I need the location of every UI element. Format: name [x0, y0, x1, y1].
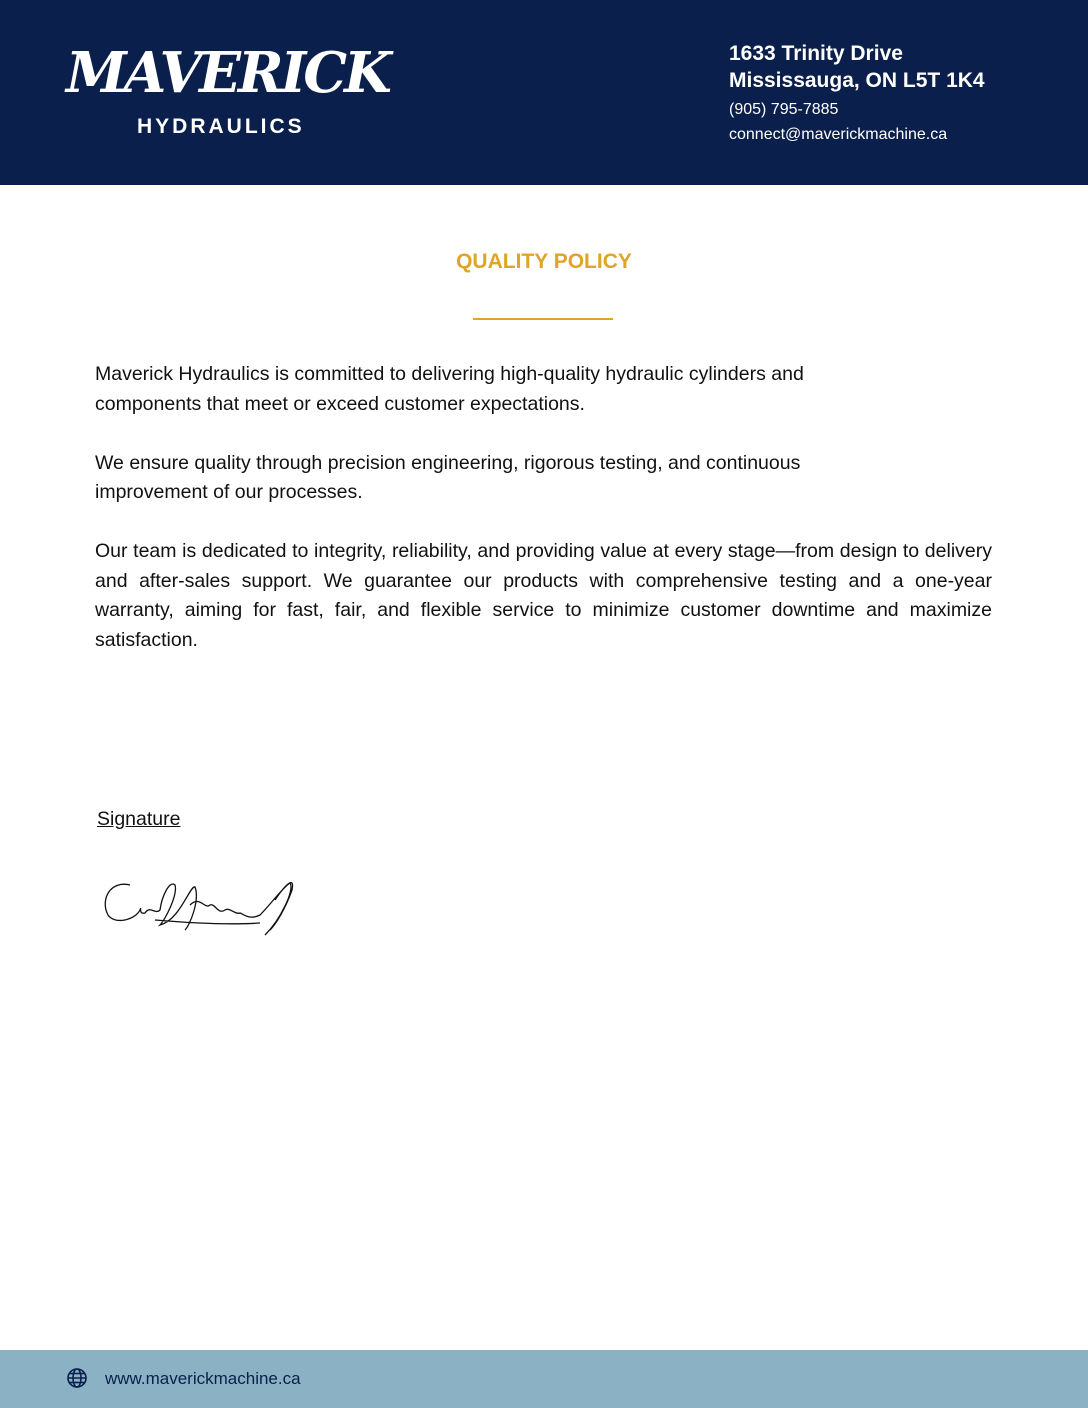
page-title: QUALITY POLICY: [456, 250, 632, 273]
signature-image: [100, 875, 300, 940]
address-line2: Mississauga, ON L5T 1K4: [729, 69, 985, 93]
email: connect@maverickmachine.ca: [729, 126, 948, 144]
contact-block: [729, 40, 985, 146]
signature-label: Signature: [97, 808, 181, 830]
paragraph: Our team is dedicated to integrity, reliability, and providing value at every stage—from design to delivery and after-sales support. We guarantee our products with comprehensive testing and a one-year warranty, aiming for fast, fair, and flexible service to minimize customer downtime and maximize satisfaction.: [95, 540, 992, 651]
phone: (905) 795-7885: [729, 100, 839, 118]
website-link[interactable]: www.maverickmachine.ca: [105, 1369, 301, 1388]
company-logo-subtitle: HYDRAULICS: [137, 115, 305, 138]
letterhead-header: [0, 0, 1088, 185]
title-divider: [473, 318, 613, 320]
company-logo: MAVERICK: [66, 40, 389, 106]
globe-icon: [66, 1367, 88, 1389]
address-line1: 1633 Trinity Drive: [729, 42, 903, 65]
paragraph: Maverick Hydraulics is committed to delivering high-quality hydraulic cylinders and components that meet or exceed customer expectations.: [95, 363, 804, 415]
paragraph: We ensure quality through precision engineering, rigorous testing, and continuous improvement of our processes.: [95, 451, 801, 503]
policy-body: [95, 360, 992, 685]
